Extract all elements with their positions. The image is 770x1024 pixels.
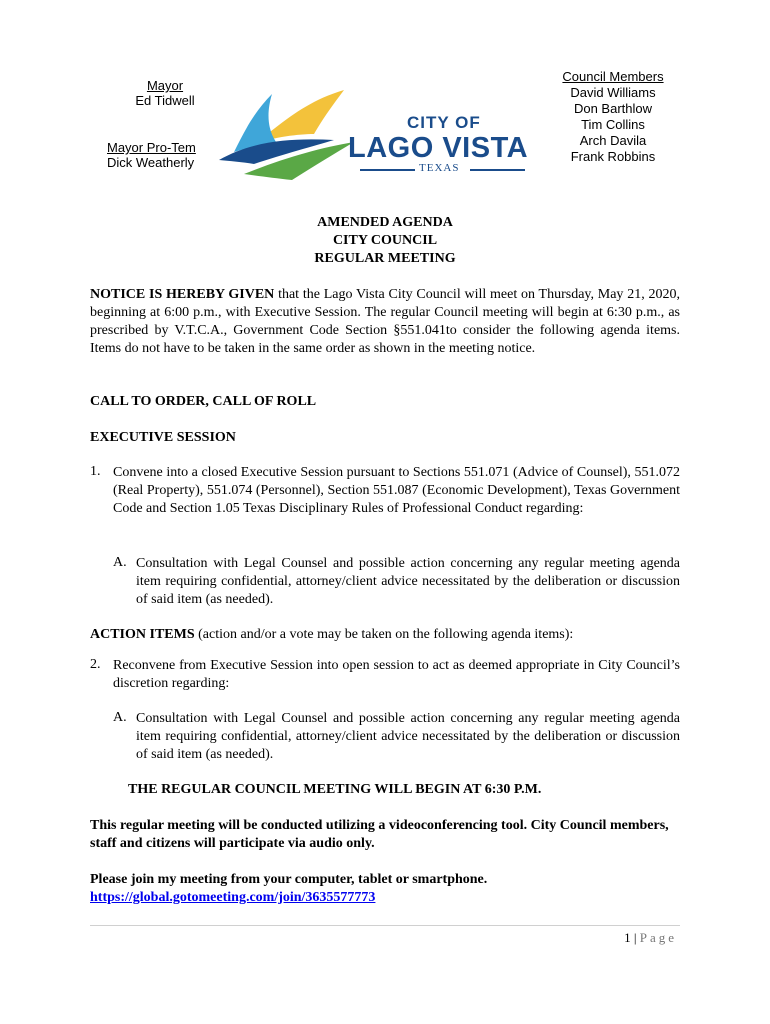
item-number: 1. <box>90 464 101 479</box>
agenda-title-line1: AMENDED AGENDA <box>317 215 453 230</box>
mayor-name: Ed Tidwell <box>135 93 195 108</box>
meeting-link[interactable]: https://global.gotomeeting.com/join/3635577773 <box>90 890 376 905</box>
logo-rule-left <box>360 169 415 171</box>
mayor-protem-block <box>107 140 217 170</box>
join-meeting-text: Please join my meeting from your computer, tablet or smartphone. <box>90 872 488 887</box>
page-label: Page <box>639 930 677 945</box>
notice-paragraph <box>90 286 680 358</box>
notice-text: that the Lago Vista City Council will meet on Thursday, May 21, 2020, beginning at 6:00 p.m., with Executive Session. The regular Council meeting will begin at 6:30 p.m., as prescribed by V.T.C.A., Government Code Section §551.041to consider the following agenda items. Items do not have to be taken in the same order as shown in the meeting notice. <box>90 287 680 356</box>
agenda-title-line3: REGULAR MEETING <box>314 251 456 266</box>
mayor-protem-title: Mayor Pro-Tem <box>107 140 196 155</box>
council-members-title: Council Members <box>562 69 664 84</box>
logo-state: TEXAS <box>419 162 460 174</box>
council-member: Arch Davila <box>579 133 647 148</box>
executive-session-item: Convene into a closed Executive Session pursuant to Sections 551.071 (Advice of Counsel), 551.072 (Real Property), 551.074 (Personnel), Section 551.087 (Economic Development), Texas Government Code and Section 1.05 Texas Disciplinary Rules of Professional Conduct regarding: <box>113 465 680 516</box>
logo-rule-right <box>470 169 525 171</box>
agenda-title <box>0 214 770 268</box>
sub-item-letter: A. <box>113 555 127 570</box>
sub-item-letter: A. <box>113 710 127 725</box>
council-member: Frank Robbins <box>570 149 656 164</box>
meeting-begin-notice: THE REGULAR COUNCIL MEETING WILL BEGIN AT 6:30 P.M. <box>128 782 542 797</box>
logo-city-of: CITY OF <box>407 113 481 132</box>
footer-divider <box>90 925 680 926</box>
page-number <box>624 930 677 946</box>
council-member: David Williams <box>570 85 656 100</box>
action-items-heading: ACTION ITEMS <box>90 627 195 642</box>
executive-session-subitem: Consultation with Legal Counsel and possible action concerning any regular meeting agenda item requiring confidential, attorney/client advice necessitated by the deliberation or discussion of said item (as needed). <box>136 556 680 607</box>
page-number-value: 1 <box>624 930 631 945</box>
mayor-title: Mayor <box>146 78 184 93</box>
mayor-block <box>110 78 220 108</box>
item-number: 2. <box>90 657 101 672</box>
page-separator: | <box>630 930 640 945</box>
action-items-paragraph <box>90 626 680 644</box>
notice-lead: NOTICE IS HEREBY GIVEN <box>90 287 275 302</box>
logo-city-name: LAGO VISTA <box>348 132 529 164</box>
action-item: Reconvene from Executive Session into open session to act as deemed appropriate in City Council’s discretion regarding: <box>113 658 680 691</box>
videoconference-notice: This regular meeting will be conducted utilizing a videoconferencing tool. City Council members, staff and citizens will participate via audio only. <box>90 818 669 851</box>
mayor-protem-name: Dick Weatherly <box>107 155 195 170</box>
action-subitem: Consultation with Legal Counsel and possible action concerning any regular meeting agenda item requiring confidential, attorney/client advice necessitated by the deliberation or discussion of said item (as needed). <box>136 711 680 762</box>
agenda-title-line2: CITY COUNCIL <box>332 233 438 248</box>
council-member: Don Barthlow <box>573 101 653 116</box>
council-member: Tim Collins <box>581 117 645 132</box>
council-members-block <box>548 69 678 165</box>
action-items-note: (action and/or a vote may be taken on the following agenda items): <box>194 627 574 642</box>
executive-session-heading: EXECUTIVE SESSION <box>90 430 236 445</box>
call-to-order-heading: CALL TO ORDER, CALL OF ROLL <box>90 394 317 409</box>
